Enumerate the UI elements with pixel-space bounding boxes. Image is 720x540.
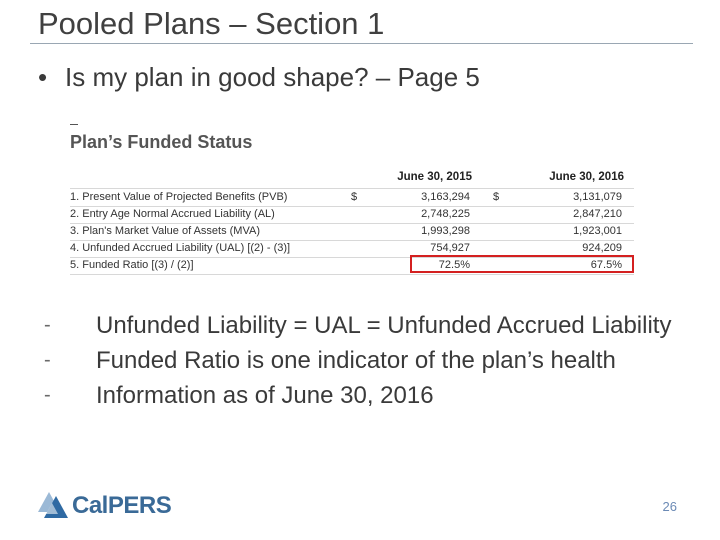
currency-symbol: $: [493, 191, 500, 203]
value-2016: 2,847,210: [573, 208, 622, 220]
funded-status-table: [64, 122, 636, 282]
currency-symbol: $: [351, 191, 358, 203]
row-label: 3. Plan's Market Value of Assets (MVA): [70, 225, 260, 237]
list-item: [44, 343, 684, 378]
table-grid-line: [70, 223, 634, 224]
value-2016: 924,209: [582, 242, 622, 254]
value-2015: 2,748,225: [421, 208, 470, 220]
sub-bullet-text: Unfunded Liability = UAL = Unfunded Accrued Liability: [96, 312, 672, 339]
calpers-logo: [36, 488, 172, 522]
stray-mark: [70, 124, 78, 125]
row-label: 4. Unfunded Accrued Liability (UAL) [(2) - (3)]: [70, 242, 291, 254]
table-grid-line: [70, 274, 634, 275]
table-grid-line: [70, 188, 634, 189]
sub-bullet-list: [44, 308, 684, 413]
row-label: 5. Funded Ratio [(3) / (2)]: [70, 259, 194, 271]
value-2015: 1,993,298: [421, 225, 470, 237]
value-2016: 3,131,079: [573, 191, 622, 203]
value-2015: 3,163,294: [421, 191, 470, 203]
dash-marker: -: [44, 314, 51, 336]
table-grid-line: [70, 206, 634, 207]
bullet-dot: •: [38, 62, 48, 92]
list-item: [44, 308, 684, 343]
table-row: [70, 225, 634, 240]
calpers-triangle-logo-icon: [36, 490, 70, 520]
main-bullet: [38, 62, 480, 93]
row-label: 2. Entry Age Normal Accrued Liability (AL): [70, 208, 275, 220]
table-row: [70, 208, 634, 223]
dash-marker: -: [44, 349, 51, 371]
column-header-2015: June 30, 2015: [397, 171, 472, 183]
value-2015: 754,927: [430, 242, 470, 254]
table-row: [70, 191, 634, 206]
dash-marker: -: [44, 384, 51, 406]
sub-bullet-text: Funded Ratio is one indicator of the plan’s health: [96, 347, 616, 374]
page-number: 26: [662, 499, 677, 514]
table-grid-line: [70, 240, 634, 241]
row-label: 1. Present Value of Projected Benefits (PVB): [70, 191, 288, 203]
main-bullet-text: Is my plan in good shape? – Page 5: [65, 62, 480, 92]
column-header-2016: June 30, 2016: [549, 171, 624, 183]
value-2015: 72.5%: [438, 259, 470, 271]
sub-bullet-text: Information as of June 30, 2016: [96, 382, 434, 409]
table-heading: Plan’s Funded Status: [70, 132, 253, 152]
list-item: [44, 378, 684, 413]
value-2016: 1,923,001: [573, 225, 622, 237]
value-2016: 67.5%: [590, 259, 622, 271]
slide-title: Pooled Plans – Section 1: [38, 6, 385, 41]
logo-wordmark: CalPERS: [72, 492, 172, 519]
title-divider: [30, 43, 693, 44]
funded-ratio-highlight-box: [410, 255, 634, 273]
